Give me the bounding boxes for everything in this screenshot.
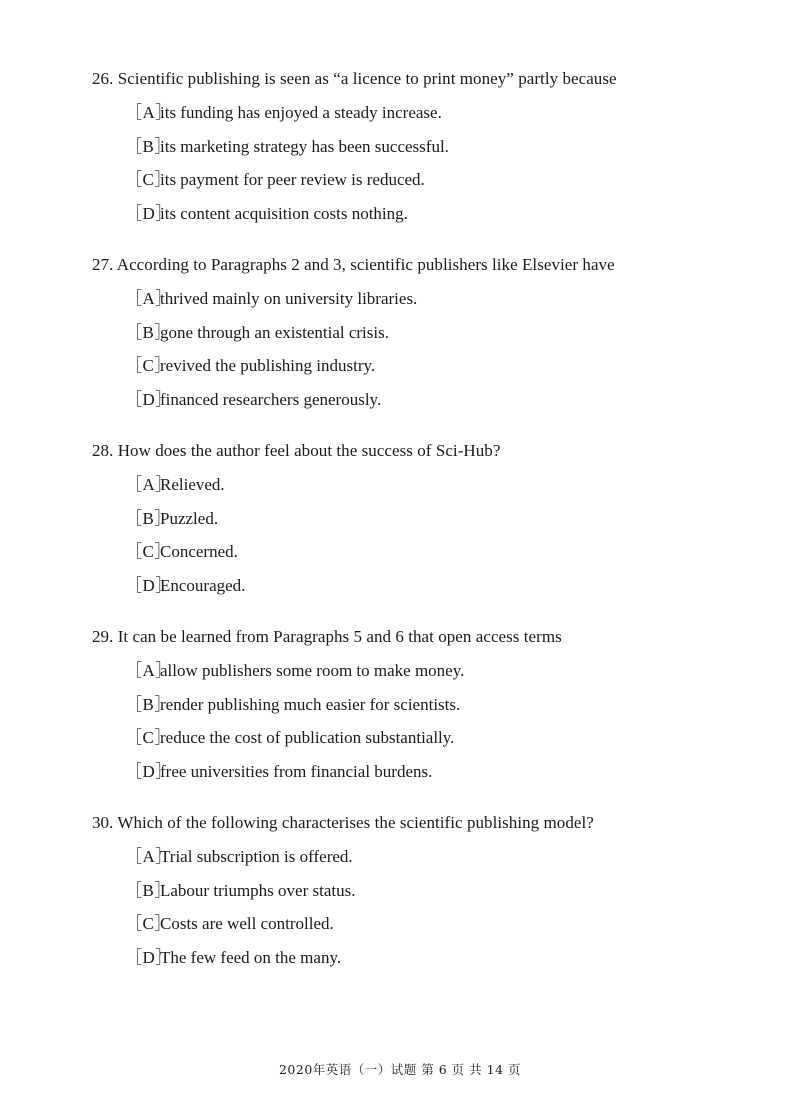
- question-stem: 26. Scientific publishing is seen as “a licence to print money” partly because: [92, 69, 617, 88]
- option-b: [125, 695, 772, 715]
- option-a: [125, 847, 772, 867]
- option-text: its funding has enjoyed a steady increase.: [160, 103, 442, 122]
- option-label: ［B］: [125, 508, 172, 528]
- option-text: Relieved.: [160, 475, 225, 494]
- option-b: [125, 323, 772, 343]
- option-c: [125, 728, 772, 748]
- question-28: [92, 441, 772, 596]
- question-27: [92, 255, 772, 410]
- option-b: [125, 509, 772, 529]
- option-text: free universities from financial burdens.: [160, 761, 433, 781]
- option-text: gone through an existential crisis.: [160, 322, 389, 342]
- option-text: Puzzled.: [160, 508, 219, 528]
- option-c: [125, 356, 772, 376]
- option-label: ［B］: [125, 694, 172, 714]
- option-d: [125, 948, 772, 968]
- option-list: [92, 661, 772, 782]
- option-d: [125, 390, 772, 410]
- option-label: ［B］: [125, 880, 172, 900]
- option-a: [125, 103, 772, 123]
- option-text: reduce the cost of publication substantially.: [160, 728, 455, 747]
- question-stem: 30. Which of the following characterises the scientific publishing model?: [92, 813, 594, 832]
- option-a: [125, 289, 772, 309]
- option-label: ［A］: [125, 847, 173, 866]
- option-label: ［A］: [125, 103, 173, 122]
- question-26: [92, 69, 772, 224]
- option-d: [125, 762, 772, 782]
- option-c: [125, 914, 772, 934]
- option-label: ［D］: [125, 389, 173, 409]
- page-footer: 2020年英语（一）试题 第 6 页 共 14 页: [278, 1062, 521, 1077]
- option-a: [125, 475, 772, 495]
- question-30: [92, 813, 772, 968]
- option-label: ［D］: [125, 575, 173, 595]
- option-list: [92, 475, 772, 596]
- option-text: thrived mainly on university libraries.: [160, 289, 418, 308]
- option-label: ［C］: [125, 728, 172, 747]
- option-d: [125, 204, 772, 224]
- option-label: ［C］: [125, 542, 172, 561]
- option-a: [125, 661, 772, 681]
- option-list: [92, 103, 772, 224]
- option-text: financed researchers generously.: [160, 389, 382, 409]
- option-label: ［A］: [125, 475, 173, 494]
- option-label: ［D］: [125, 203, 173, 223]
- option-label: ［D］: [125, 947, 173, 967]
- option-list: [92, 289, 772, 410]
- option-text: allow publishers some room to make money.: [160, 661, 465, 680]
- option-label: ［A］: [125, 661, 173, 680]
- option-label: ［A］: [125, 289, 173, 308]
- option-label: ［B］: [125, 136, 172, 156]
- option-text: render publishing much easier for scientists.: [160, 694, 461, 714]
- option-text: Concerned.: [160, 542, 238, 561]
- question-stem: 29. It can be learned from Paragraphs 5 and 6 that open access terms: [92, 627, 562, 646]
- option-label: ［C］: [125, 170, 172, 189]
- option-list: [92, 847, 772, 968]
- question-stem: 27. According to Paragraphs 2 and 3, scientific publishers like Elsevier have: [92, 255, 615, 274]
- option-text: Trial subscription is offered.: [160, 847, 353, 866]
- question-29: [92, 627, 772, 782]
- option-label: ［C］: [125, 356, 172, 375]
- option-text: Labour triumphs over status.: [160, 880, 356, 900]
- option-b: [125, 881, 772, 901]
- option-text: revived the publishing industry.: [160, 356, 376, 375]
- option-label: ［C］: [125, 914, 172, 933]
- option-label: ［D］: [125, 761, 173, 781]
- option-text: The few feed on the many.: [160, 947, 342, 967]
- option-c: [125, 542, 772, 562]
- option-label: ［B］: [125, 322, 172, 342]
- option-b: [125, 137, 772, 157]
- option-text: its content acquisition costs nothing.: [160, 203, 408, 223]
- option-text: its payment for peer review is reduced.: [160, 170, 425, 189]
- option-text: Costs are well controlled.: [160, 914, 334, 933]
- option-d: [125, 576, 772, 596]
- option-c: [125, 170, 772, 190]
- question-stem: 28. How does the author feel about the success of Sci-Hub?: [92, 441, 501, 460]
- option-text: its marketing strategy has been successful.: [160, 136, 449, 156]
- option-text: Encouraged.: [160, 575, 246, 595]
